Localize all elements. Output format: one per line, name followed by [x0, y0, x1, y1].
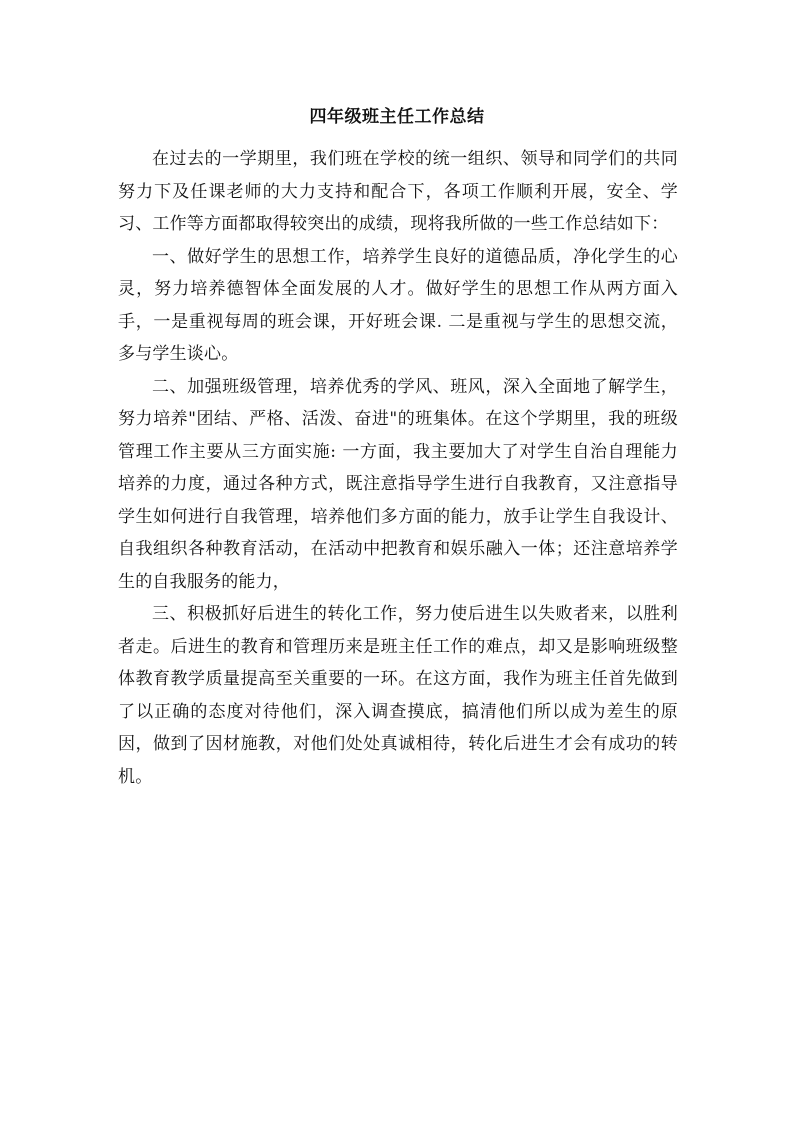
document-title: 四年级班主任工作总结 [309, 107, 485, 127]
paragraph-section-3: 三、积极抓好后进生的转化工作，努力使后进生以失败者来，以胜利者走。后进生的教育和管理历来是班主任工作的难点，却又是影响班级整体教育教学质量提高至关重要的一环。在这方面，我作为班主任首先做到了以正确的态度对待他们，深入调查摸底，搞清他们所以成为差生的原因，做到了因材施教，对他们处处真诚相待，转化后进生才会有成功的转机。 [118, 604, 678, 787]
paragraph-section-1: 一、做好学生的思想工作，培养学生良好的道德品质，净化学生的心灵，努力培养德智体全面发展的人才。做好学生的思想工作从两方面入手，一是重视每周的班会课，开好班会课. 二是重视与学生的思想交流，多与学生谈心。 [118, 246, 678, 364]
paragraph-intro: 在过去的一学期里，我们班在学校的统一组织、领导和同学们的共同努力下及任课老师的大力支持和配合下，各项工作顺利开展，安全、学习、工作等方面都取得较突出的成绩，现将我所做的一些工作总结如下： [118, 149, 678, 234]
paragraph-section-2: 二、加强班级管理，培养优秀的学风、班风，深入全面地了解学生，努力培养"团结、严格、活泼、奋进"的班集体。在这个学期里，我的班级管理工作主要从三方面实施: 一方面，我主要加大了对学生自治自理能力培养的力度，通过各种方式，既注意指导学生进行自我教育，又注意指导学生如何进行自我管理，培养他们多方面的能力，放手让学生自我设计、自我组织各种教育活动，在活动中把教育和娱乐融入一体；还注意培养学生的自我服务的能力， [118, 376, 678, 592]
document-body [118, 143, 678, 793]
